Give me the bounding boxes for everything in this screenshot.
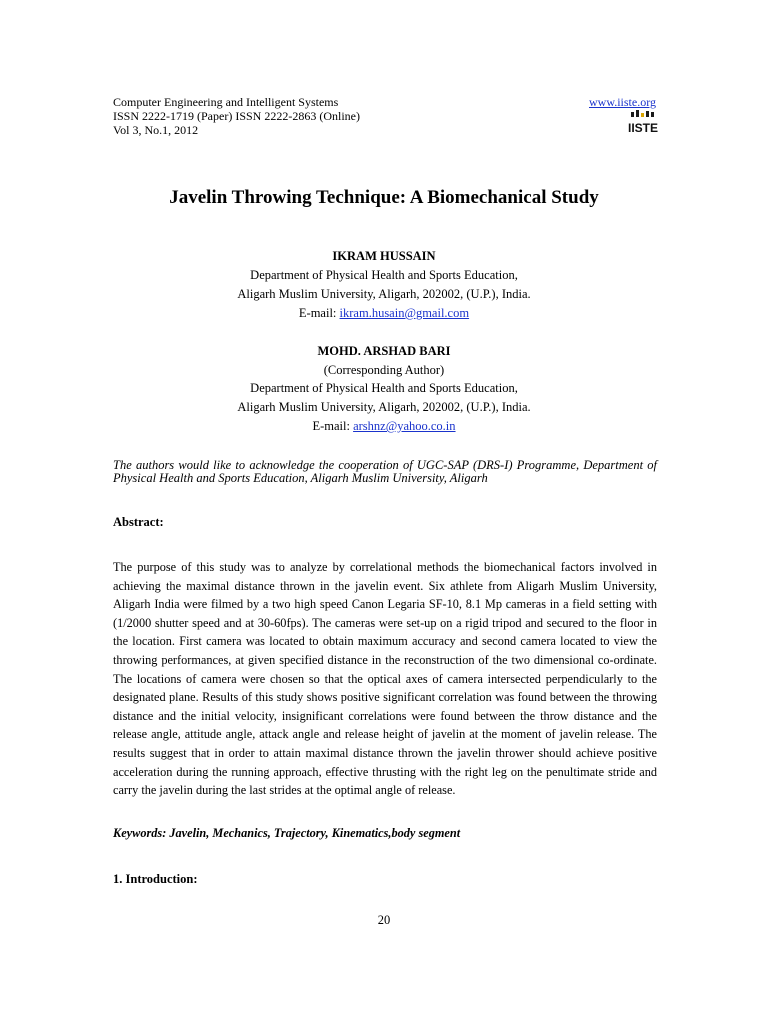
author-2-email-label: E-mail: [312,419,354,433]
author-1-email-line [0,304,768,322]
abstract-text: The purpose of this study was to analyze by correlational methods the biomechanical factors involved in achieving the maximal distance thrown in the javelin event. Six athlete from Aligarh Muslim University, Aligarh India were filmed by a two high speed Canon Legaria SF-10, 8.1 Mp cameras in a field setting with (1/2000 shutter speed and at 30-60fps). The cameras were set-up on a rigid tripod and secured to the floor in the location. First camera was located to obtain maximum accuracy and second camera located to view the throwing performances, at given specified distance in the reconstruction of the two dimensional co-ordinate. The locations of camera were chosen so that the optical axes of camera intersected perpendicularly to the designated plane. Results of this study shows positive significant correlation was found between the throwing distance and the initial velocity, insignificant correlations were found between the throw distance and the release angle, attitude angle, attack angle and release height of javelin at the moment of javelin release. The results suggest that in order to attain maximal distance thrown the javelin thrower should achieve positive acceleration during the running approach, effective thrusting with the right leg on the penultimate stride and carry the javelin during the last strides at the optimal angle of release. [113,560,657,798]
abstract-heading: Abstract: [113,515,164,529]
author-2-role: (Corresponding Author) [323,363,445,377]
paper-title: Javelin Throwing Technique: A Biomechanical Study [169,187,599,208]
logo-lettering: IISTE [628,121,658,135]
journal-website-link[interactable]: www.iiste.org [589,95,656,109]
author-2-department: Department of Physical Health and Sports Education, [250,381,518,395]
journal-name: Computer Engineering and Intelligent Systems [113,95,339,109]
author-1-email-link[interactable]: ikram.husain@gmail.com [339,306,470,320]
author-1-name: IKRAM HUSSAIN [332,249,436,263]
page-number: 20 [377,913,391,927]
volume-line: Vol 3, No.1, 2012 [113,123,199,137]
author-1-department: Department of Physical Health and Sports Education, [250,268,518,282]
issn-line: ISSN 2222-1719 (Paper) ISSN 2222-2863 (Online) [113,109,360,123]
author-1-email-label: E-mail: [298,306,340,320]
author-2-email-link[interactable]: arshnz@yahoo.co.in [353,419,456,433]
author-2-email-line [0,417,768,435]
abstract-body [113,558,657,800]
introduction-heading: 1. Introduction: [113,872,198,886]
author-1-address: Aligarh Muslim University, Aligarh, 202002, (U.P.), India. [237,287,531,301]
acknowledgement: The authors would like to acknowledge the cooperation of UGC-SAP (DRS-I) Programme, Department of Physical Health and Sports Education, Aligarh Muslim University, Aligarh [113,458,657,485]
author-2-name: MOHD. ARSHAD BARI [317,344,451,358]
iiste-logo [628,110,658,136]
author-2-address: Aligarh Muslim University, Aligarh, 202002, (U.P.), India. [237,400,531,414]
keywords-line: Keywords: Javelin, Mechanics, Trajectory, Kinematics,body segment [113,826,461,840]
